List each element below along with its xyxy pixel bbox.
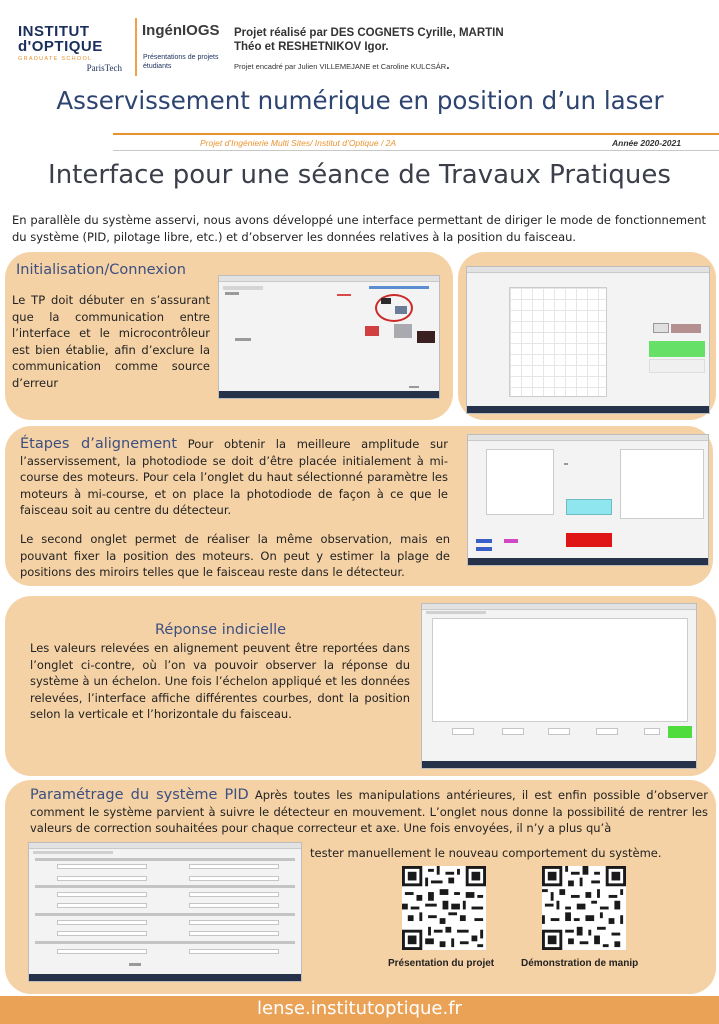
footer-url[interactable]: lense.institutoptique.fr	[257, 998, 462, 1019]
windows-taskbar	[468, 558, 708, 565]
windows-taskbar	[219, 391, 439, 398]
field-1	[452, 728, 474, 735]
windows-taskbar	[467, 406, 709, 413]
field-3	[548, 728, 570, 735]
panel-init-text: Le TP doit débuter en s’assurant que la communication entre l’interface et le microcontrôleur est bien établie, afin d’exclure la communication comme source d’erreur	[12, 293, 210, 390]
supervisors-text: Projet encadré par Julien VILLEMEJANE et Caroline KULCSÁR	[234, 62, 447, 71]
pid-field-6	[189, 892, 279, 897]
pid-field-13	[57, 949, 147, 954]
step-response-screenshot	[421, 603, 697, 769]
alignment-screenshot	[467, 434, 709, 566]
green-status-box	[649, 341, 705, 357]
detector-icon-1	[653, 323, 669, 333]
pid-field-4	[189, 876, 279, 881]
apply-step-button	[668, 726, 692, 738]
ingeniogs-logo: IngénIOGS	[142, 22, 220, 39]
logo-line-optique: d'OPTIQUE	[18, 38, 103, 55]
qr-caption-presentation: Présentation du projet	[388, 958, 495, 969]
blank-status-box	[649, 359, 705, 373]
axis-tick	[564, 463, 568, 465]
qr-code-presentation	[402, 866, 486, 950]
tab-strip	[33, 851, 113, 854]
panel-align-text: Pour obtenir la meilleure amplitude sur l’asservissement, la photodiode se doit d’être placée initialement à mi-course des moteurs. Pour cela l’onglet du haut sélectionné paramètre les moteurs à mi-course, et on place la photodiode de façon à ce que le faisceau soit au centre du détecteur.	[20, 437, 448, 517]
window-titlebar	[219, 276, 439, 282]
panel-init-title: Initialisation/Connexion	[16, 262, 186, 278]
blue-control-1	[476, 539, 492, 543]
position-grid-plot	[509, 287, 607, 397]
qr-code-demonstration	[542, 866, 626, 950]
pink-control	[504, 539, 518, 543]
section-bar-4	[35, 941, 295, 944]
intro-paragraph: En parallèle du système asservi, nous avons développé une interface permettant de diriger le mode de fonctionnement du système (PID, pilotage libre, etc.) et d’observer les données relatives à la position du faisceau.	[12, 213, 706, 244]
quit-label	[409, 386, 419, 388]
section-bar-1	[35, 858, 295, 861]
connection-screenshot	[218, 275, 440, 399]
photo-thumb-3	[417, 331, 435, 343]
pid-field-7	[57, 903, 147, 908]
diagram-board	[395, 306, 407, 314]
subtitle-rule	[113, 150, 719, 151]
pid-field-3	[57, 876, 147, 881]
pid-settings-screenshot	[28, 842, 302, 982]
supervisors-dot: .	[446, 58, 450, 72]
left-plot	[486, 449, 554, 515]
step-plot	[432, 618, 688, 722]
header-separator	[135, 18, 137, 76]
blue-control-2	[476, 547, 492, 551]
pid-field-14	[189, 949, 279, 954]
red-button	[566, 533, 612, 547]
pid-field-11	[57, 931, 147, 936]
window-titlebar	[422, 604, 696, 610]
tab-strip	[223, 286, 263, 290]
footer-bar	[0, 996, 719, 1024]
window-titlebar	[29, 843, 301, 849]
pid-field-8	[189, 903, 279, 908]
title-underline	[113, 133, 719, 135]
header-link	[369, 286, 429, 289]
field-2	[502, 728, 524, 735]
project-authors: Projet réalisé par DES COGNETS Cyrille, MARTIN Théo et RESHETNIKOV Igor.	[234, 27, 504, 53]
alignment-grid-screenshot	[466, 266, 710, 414]
project-supervisors	[234, 58, 450, 72]
photo-thumb-1	[365, 326, 379, 336]
academic-year: Année 2020-2021	[612, 138, 681, 148]
panel-pid-body	[30, 787, 708, 837]
windows-taskbar	[422, 761, 696, 768]
panel-align-text-2: Le second onglet permet de réaliser la même observation, mais en pouvant fixer la position des moteurs. On peut y estimer la plage de positions des miroirs telles que le faisceau reste dans le détecteur.	[20, 532, 450, 579]
detector-photo	[671, 324, 701, 333]
logo-line-graduate-school: GRADUATE SCHOOL	[18, 56, 93, 62]
tab-strip	[426, 611, 486, 614]
send-label	[129, 963, 141, 966]
logo-line-institut: INSTITUT	[18, 23, 90, 40]
pid-field-2	[189, 864, 279, 869]
status-dot	[337, 294, 351, 296]
panel-step-title: Réponse indicielle	[155, 622, 287, 638]
window-titlebar	[467, 267, 709, 273]
panel-align-body	[20, 436, 448, 519]
pid-field-5	[57, 892, 147, 897]
pid-field-9	[57, 920, 147, 925]
section-bar-2	[35, 885, 295, 888]
panel-pid-text: Après toutes les manipulations antérieures, il est enfin possible d’observer comment le système parvient à suivre le détecteur en mouvement. L’onglet nous donne la possibilité de rentrer les valeurs de correction souhaitées pour chaque correcteur et axe. Une fois envoyées, il n’y a plus qu’à	[30, 788, 708, 835]
presentations-text: Présentations de projets étudiants	[143, 54, 219, 70]
panel-pid-title: Paramétrage du système PID	[30, 787, 249, 803]
port-label	[225, 292, 239, 295]
institut-optique-logo	[18, 24, 130, 73]
panel-align-title: Étapes d’alignement	[20, 436, 178, 452]
section-title: Interface pour une séance de Travaux Pratiques	[48, 160, 671, 190]
field-5	[644, 728, 660, 735]
panel-step-text: Les valeurs relevées en alignement peuvent être reportées dans l’onglet ci-contre, où l’on va pouvoir observer la réponse du système à un échelon. Une fois l’échelon appliqué et les données relevées, l’interface affiche différentes courbes, dont la position selon la verticale et l’horizontale du faisceau.	[30, 641, 410, 721]
cyan-button	[566, 499, 612, 515]
photo-thumb-2	[394, 324, 412, 338]
diagram-device	[381, 298, 391, 304]
logo-line-paristech: ParisTech	[86, 63, 122, 73]
qr-caption-demonstration: Démonstration de manip	[521, 958, 639, 969]
pid-field-1	[57, 864, 147, 869]
poster-title: Asservissement numérique en position d’un laser	[56, 86, 664, 115]
presentations-label	[143, 53, 225, 71]
pid-field-10	[189, 920, 279, 925]
section-bar-3	[35, 913, 295, 916]
right-plot	[620, 449, 704, 519]
windows-taskbar	[29, 974, 301, 981]
program-subtitle: Projet d’Ingénierie Multi Sites/ Institut d’Optique / 2A	[200, 138, 397, 148]
pid-field-12	[189, 931, 279, 936]
window-titlebar	[468, 435, 708, 441]
panel-pid-text-2: tester manuellement le nouveau comportement du système.	[310, 846, 662, 860]
connect-button	[235, 338, 251, 341]
field-4	[596, 728, 618, 735]
